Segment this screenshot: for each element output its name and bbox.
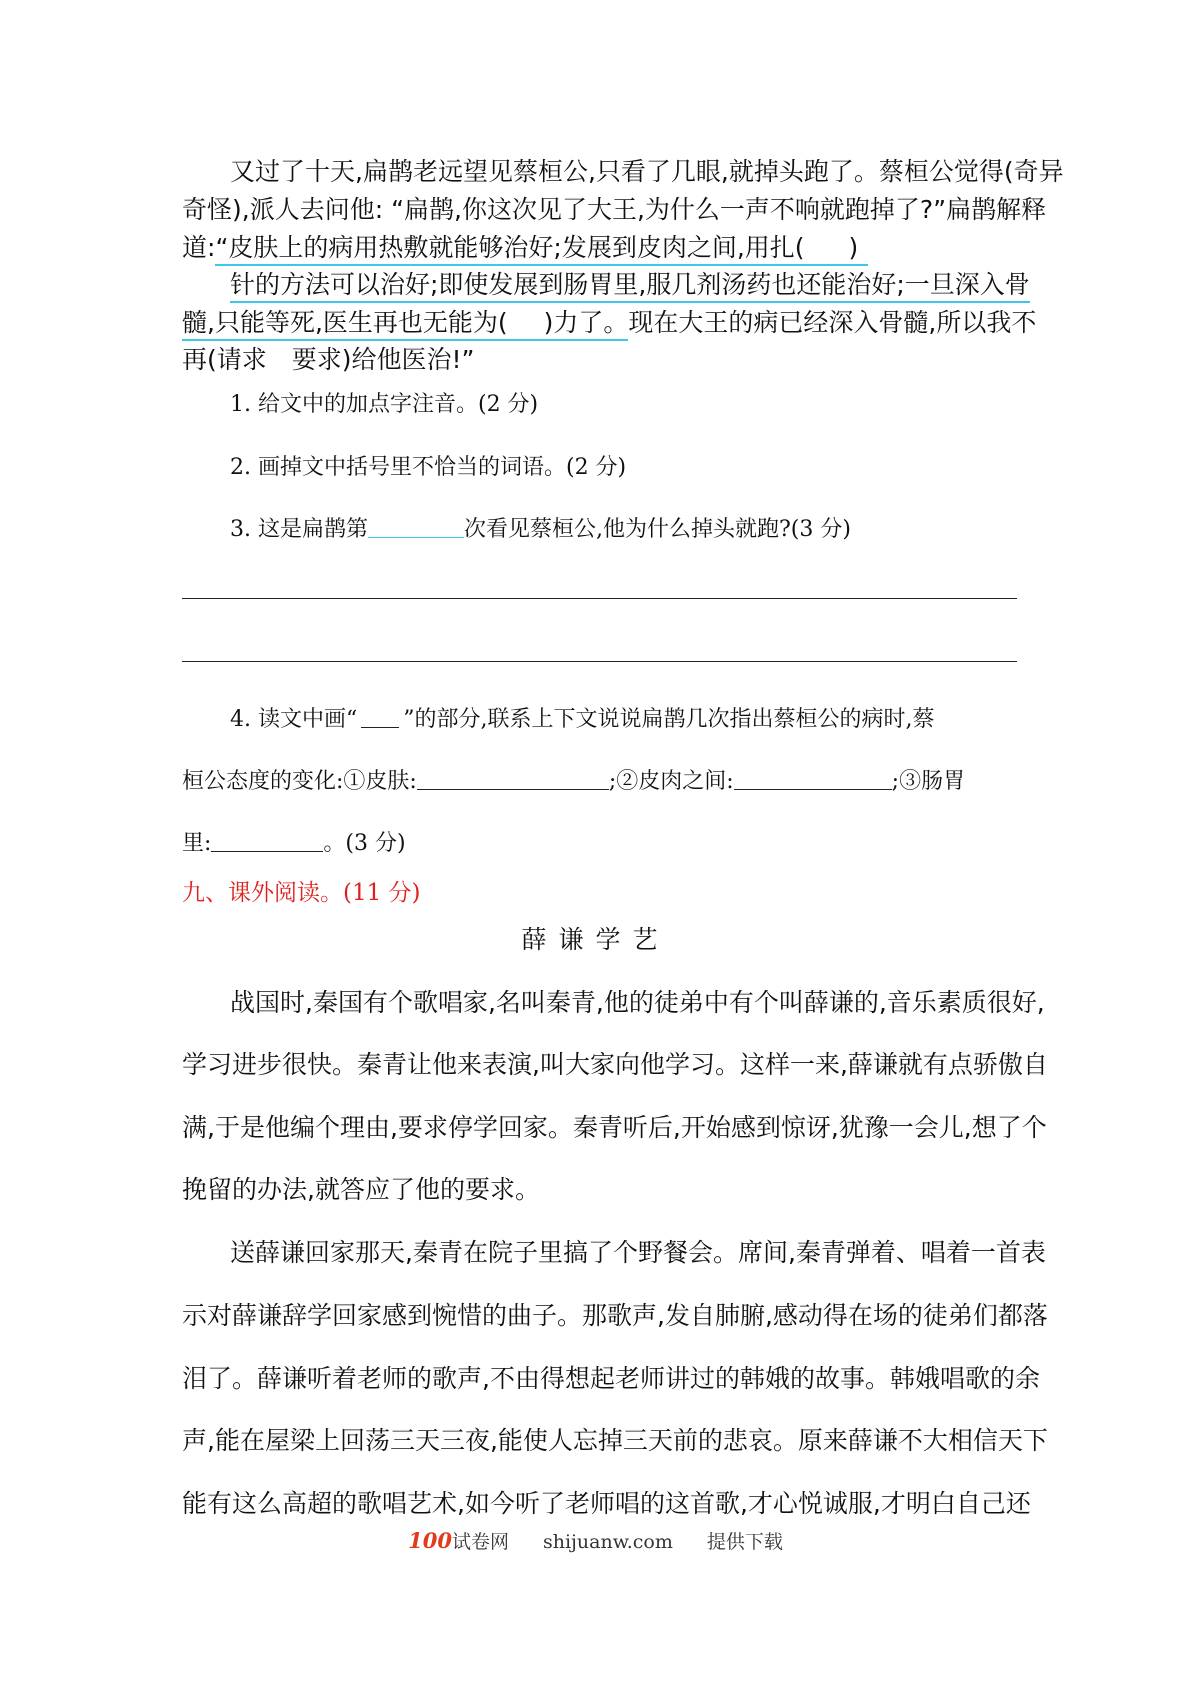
site-logo: 100 [408,1528,452,1553]
passage2-line: 挽留的办法,就答应了他的要求。 [182,1175,540,1204]
passage-title: 薛谦学艺 [521,925,670,954]
passage2-line: 战国时,秦国有个歌唱家,名叫秦青,他的徒弟中有个叫薛谦的,音乐素质很好, [230,988,1045,1017]
passage1-line: 针的方法可以治好;即使发展到肠胃里,服几剂汤药也还能治好;一旦深入骨 [230,265,1030,301]
passage1-line: 奇怪),派人去问他: “扁鹊,你这次见了大王,为什么一声不响就跑掉了?”扁鹊解释 [182,195,1047,224]
passage1-line: 再(请求 要求)给他医治!” [182,345,475,374]
question-1: 1. 给文中的加点字注音。(2 分) [230,392,539,417]
passage1-line: 又过了十天,扁鹊老远望见蔡桓公,只看了几眼,就掉头跑了。蔡桓公觉得(奇异 [230,157,1064,186]
passage2-line: 声,能在屋梁上回荡三天三夜,能使人忘掉三天前的悲哀。原来薛谦不大相信天下 [182,1426,1048,1455]
question-2: 2. 画掉文中括号里不恰当的词语。(2 分) [230,455,627,480]
answer-blank[interactable] [417,766,609,790]
question-3: 3. 这是扁鹊第 次看见蔡桓公,他为什么掉头就跑?(3 分) [230,512,851,543]
passage2-line: 送薛谦回家那天,秦青在院子里搞了个野餐会。席间,秦青弹着、唱着一首表 [230,1238,1046,1267]
answer-blank[interactable] [734,766,892,790]
site-name: 试卷网 [451,1531,509,1553]
underline-sample [361,704,399,728]
passage2-line: 能有这么高超的歌唱艺术,如今听了老师唱的这首歌,才心悦诚服,才明白自己还 [182,1489,1031,1518]
question-4-cont: 里: 。(3 分) [182,826,406,857]
page-footer [0,1527,1191,1554]
answer-line[interactable] [182,598,1017,599]
answer-blank[interactable] [211,828,323,852]
section-heading: 九、课外阅读。(11 分) [182,880,421,906]
answer-blank[interactable] [368,514,464,538]
download-note: 提供下载 [706,1531,783,1553]
passage2-line: 满,于是他编个理由,要求停学回家。秦青听后,开始感到惊讶,犹豫一会儿,想了个 [182,1113,1047,1142]
question-4: 4. 读文中画“ ”的部分,联系上下文说说扁鹊几次指出蔡桓公的病时,蔡 [230,702,934,733]
question-4-cont: 桓公态度的变化:①皮肤: ;②皮肉之间: ;③肠胃 [182,764,965,795]
passage2-line: 泪了。薛谦听着老师的歌声,不由得想起老师讲过的韩娥的故事。韩娥唱歌的余 [182,1364,1040,1393]
passage2-line: 示对薛谦辞学回家感到惋惜的曲子。那歌声,发自肺腑,感动得在场的徒弟们都落 [182,1301,1048,1330]
passage1-line: 道:“皮肤上的病用热敷就能够治好;发展到皮肉之间,用扎( ) [182,228,868,264]
answer-line[interactable] [182,661,1017,662]
passage2-line: 学习进步很快。秦青让他来表演,叫大家向他学习。这样一来,薛谦就有点骄傲自 [182,1050,1048,1079]
passage1-line: 髓,只能等死,医生再也无能为( )力了。现在大王的病已经深入骨髓,所以我不 [182,303,1036,339]
site-domain[interactable]: shijuanw.com [542,1531,673,1553]
